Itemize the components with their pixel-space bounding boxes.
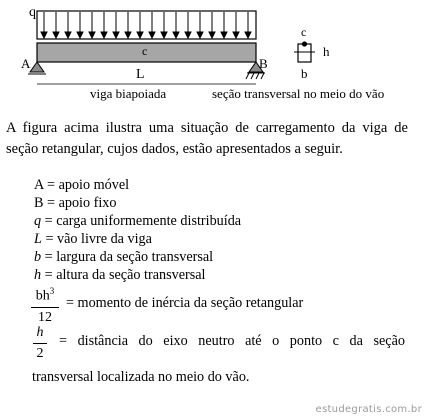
fraction-bar	[33, 343, 47, 344]
section-top-label: c	[301, 25, 307, 39]
word: do	[138, 333, 153, 349]
support-a-icon	[30, 62, 44, 72]
definition-text: = apoio fixo	[43, 195, 117, 211]
word: seção	[373, 333, 405, 349]
neutral-axis-fraction	[33, 324, 47, 363]
definition-symbol: b	[34, 249, 42, 265]
neutral-axis-continuation: transversal localizada no meio do vão.	[32, 369, 250, 385]
inertia-fraction	[31, 282, 59, 327]
beam-caption: viga biapoiada	[90, 86, 167, 101]
definition-text: = apoio móvel	[43, 177, 130, 193]
definition-text: = altura da seção transversal	[41, 267, 206, 283]
word: da	[349, 333, 363, 349]
definition-symbol: A	[34, 177, 44, 193]
word: neutro	[198, 333, 235, 349]
word: o	[272, 333, 280, 349]
site-watermark: estudegratis.com.br	[315, 404, 422, 415]
inertia-denominator: 12	[38, 309, 52, 325]
definition-symbol: L	[34, 231, 42, 247]
definition-q	[34, 212, 241, 230]
span-label: L	[136, 67, 145, 82]
definition-b-width	[34, 248, 213, 266]
definition-text: = largura da seção transversal	[41, 249, 214, 265]
support-a-label: A	[21, 56, 31, 71]
neutral-axis-numerator: h	[36, 325, 44, 340]
definition-symbol: B	[34, 195, 44, 211]
beam-point-label: c	[142, 44, 148, 58]
word: eixo	[163, 333, 188, 349]
section-height-label: h	[323, 44, 330, 59]
inertia-numerator: bh	[35, 288, 50, 304]
definition-a	[34, 176, 129, 194]
definition-text: = carga uniformemente distribuída	[41, 213, 242, 229]
definition-text: = vão livre da viga	[41, 231, 152, 247]
intro-paragraph: A figura acima ilustra uma situação de carregamento da viga de seção retangular, cujos dados, estão apresentados a seguir.	[6, 120, 408, 157]
fraction-bar	[31, 307, 59, 308]
neutral-axis-denominator: 2	[36, 346, 44, 361]
word: distância	[77, 333, 128, 349]
cross-section	[294, 41, 315, 62]
definition-b	[34, 194, 117, 212]
inertia-exponent: 3	[49, 286, 55, 296]
word: c	[332, 333, 339, 349]
section-caption: seção transversal no meio do vão	[212, 86, 385, 101]
section-base-label: b	[301, 66, 308, 81]
word: =	[59, 333, 68, 349]
support-b-label: B	[259, 56, 268, 71]
definition-symbol: h	[34, 267, 42, 283]
definition-h	[34, 266, 205, 284]
word: ponto	[289, 333, 323, 349]
load-label: q	[29, 5, 36, 20]
neutral-axis-description	[59, 333, 405, 350]
inertia-description: = momento de inércia da seção retangular	[66, 295, 304, 311]
definition-symbol: q	[34, 213, 42, 229]
definition-l	[34, 230, 152, 248]
word: até	[245, 333, 262, 349]
